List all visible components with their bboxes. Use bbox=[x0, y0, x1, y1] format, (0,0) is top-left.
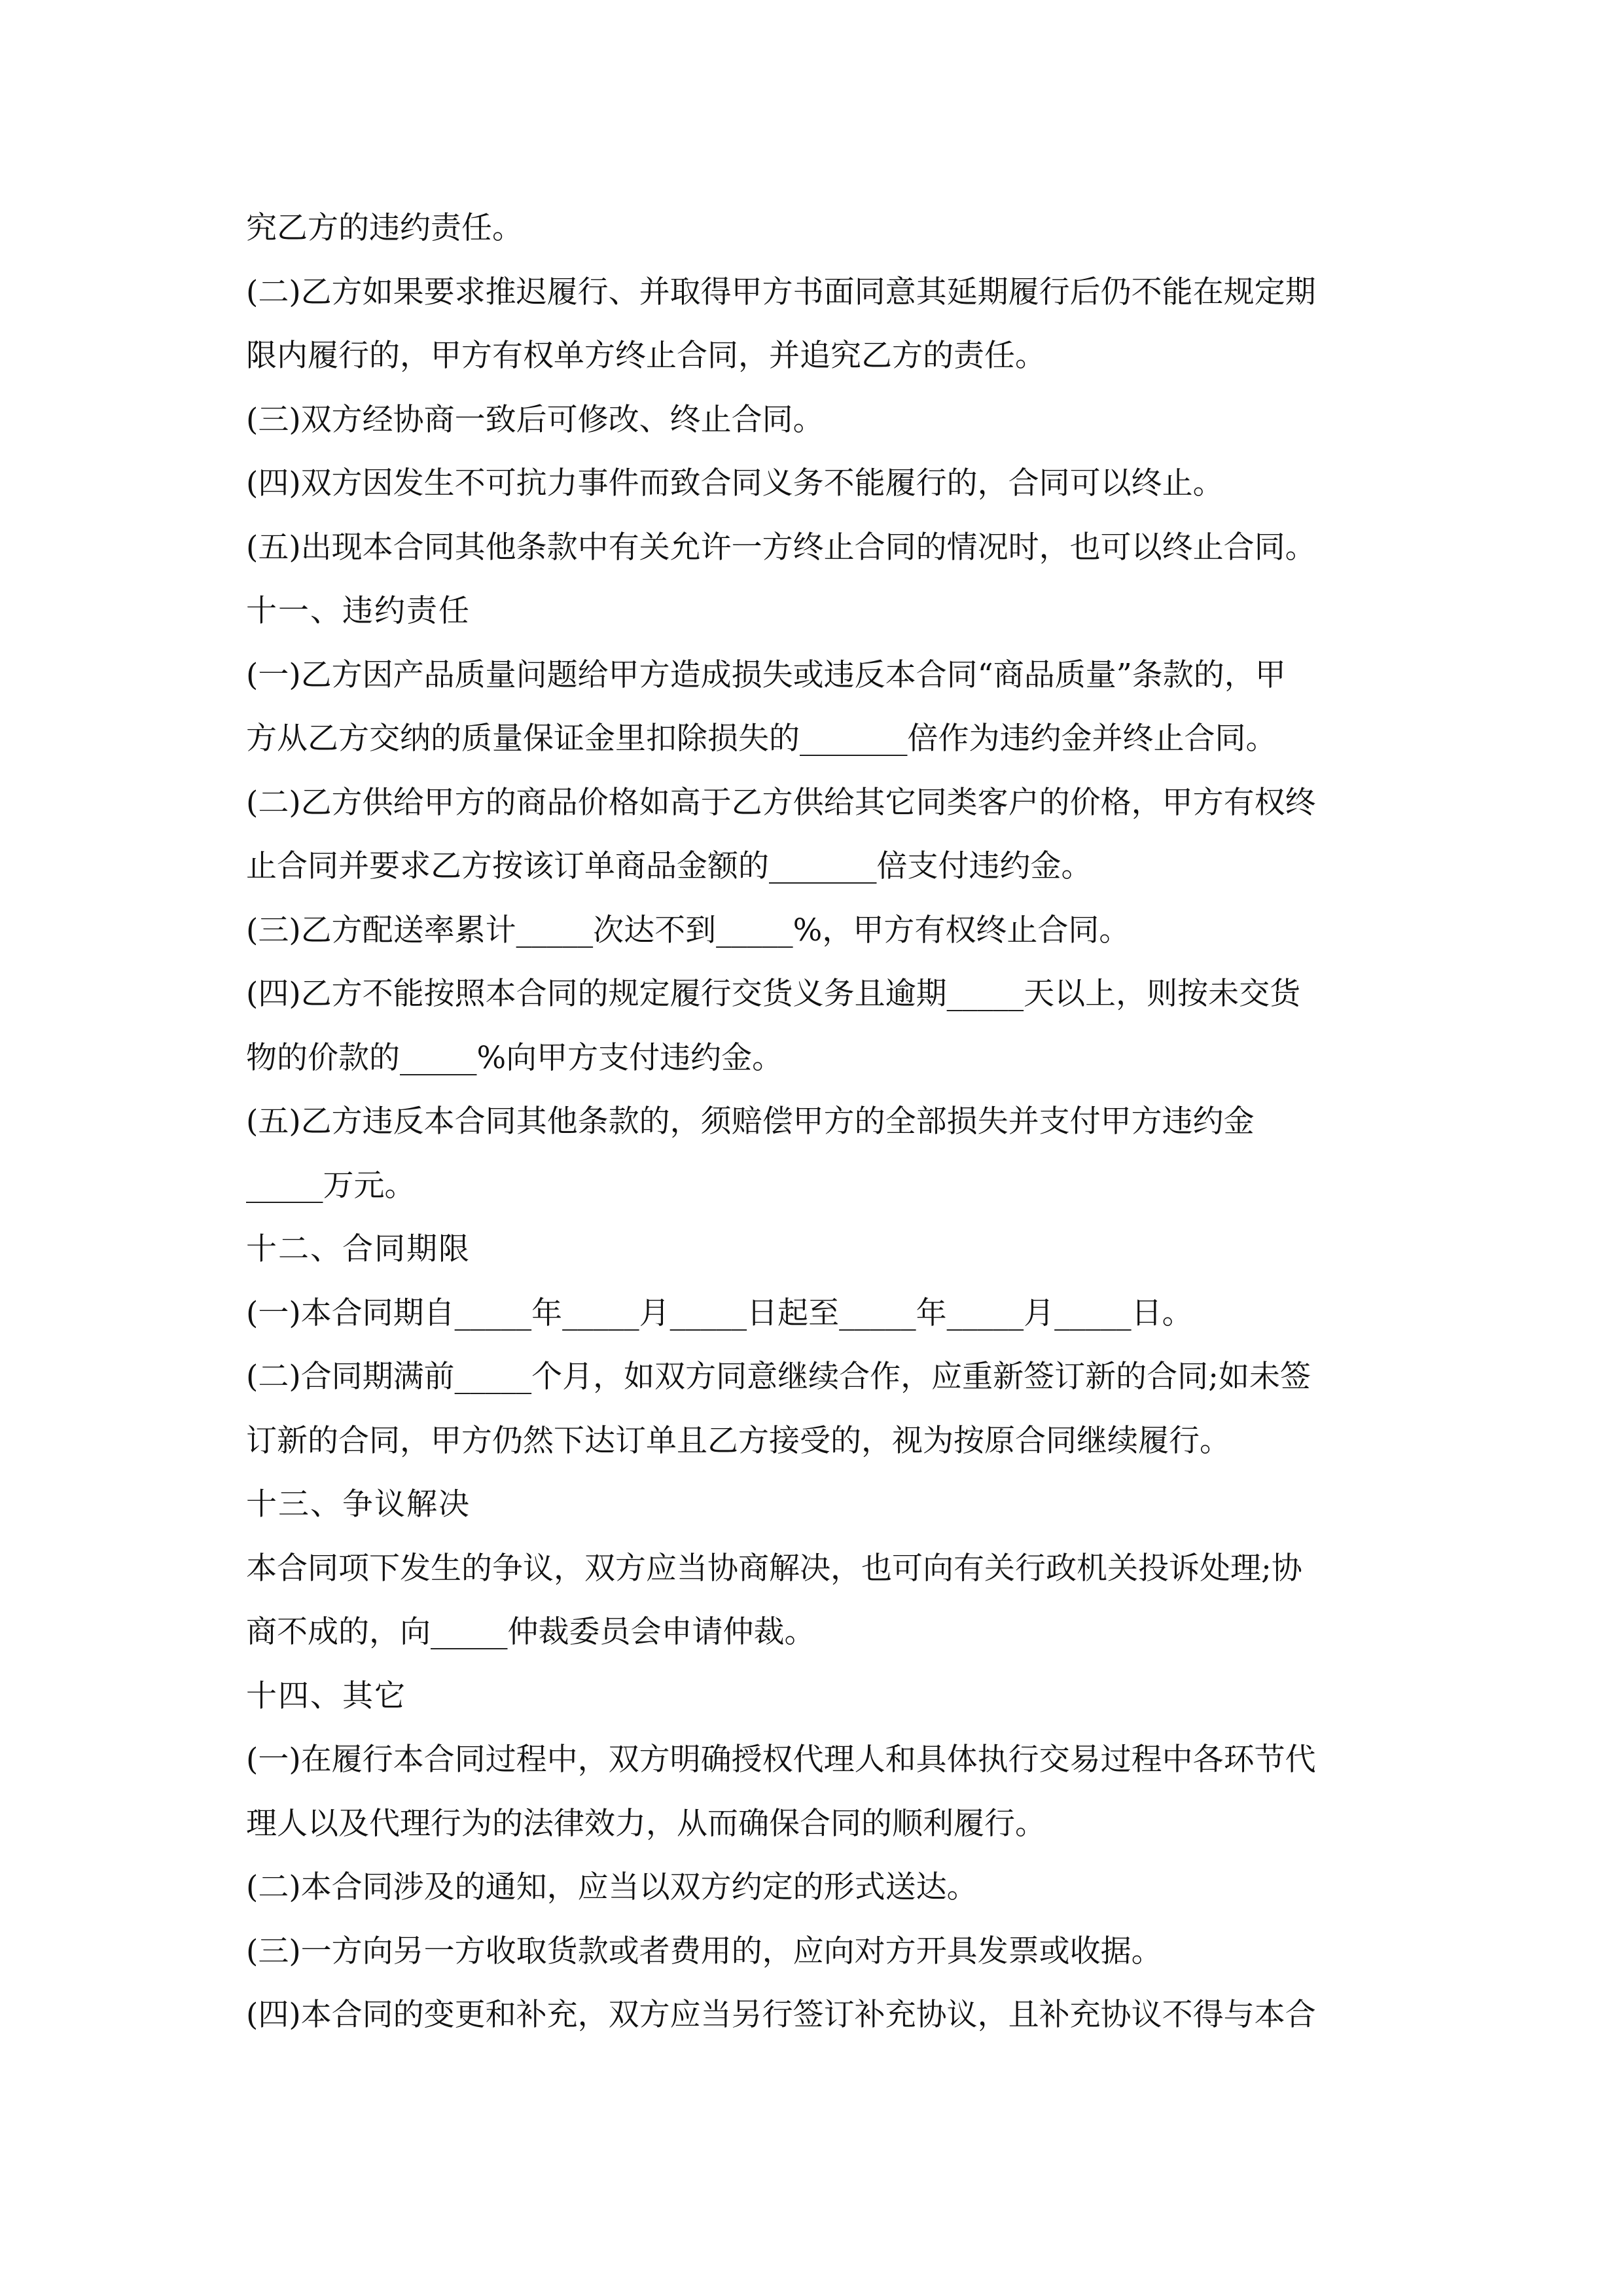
text-line: (二)乙方供给甲方的商品价格如高于乙方供给其它同类客户的价格，甲方有权终 bbox=[246, 784, 1316, 821]
text-line: (三)乙方配送率累计_____次达不到_____%，甲方有权终止合同。 bbox=[246, 912, 1130, 948]
section-heading: 十四、其它 bbox=[246, 1677, 406, 1714]
text-line: (四)乙方不能按照本合同的规定履行交货义务且逾期_____天以上，则按未交货 bbox=[246, 976, 1301, 1012]
text-line: (一)乙方因产品质量问题给甲方造成损失或违反本合同“商品质量”条款的，甲 bbox=[246, 656, 1286, 693]
text-line: (一)本合同期自_____年_____月_____日起至_____年_____月_____日。 bbox=[246, 1295, 1193, 1331]
text-line: 本合同项下发生的争议，双方应当协商解决，也可向有关行政机关投诉处理;协 bbox=[246, 1550, 1302, 1587]
text-line: (二)乙方如果要求推迟履行、并取得甲方书面同意其延期履行后仍不能在规定期 bbox=[246, 274, 1316, 310]
section-heading: 十一、违约责任 bbox=[246, 593, 471, 629]
section-heading: 十三、争议解决 bbox=[246, 1486, 471, 1522]
text-line: (四)本合同的变更和补充，双方应当另行签订补充协议，且补充协议不得与本合 bbox=[246, 1997, 1316, 2033]
text-line: (一)在履行本合同过程中，双方明确授权代理人和具体执行交易过程中各环节代 bbox=[246, 1742, 1316, 1778]
text-line: 究乙方的违约责任。 bbox=[246, 210, 523, 246]
text-line: (二)合同期满前_____个月，如双方同意继续合作，应重新签订新的合同;如未签 bbox=[246, 1359, 1311, 1395]
text-line: 限内履行的，甲方有权单方终止合同，并追究乙方的责任。 bbox=[246, 338, 1046, 374]
text-line: 方从乙方交纳的质量保证金里扣除损失的_______倍作为违约金并终止合同。 bbox=[246, 721, 1277, 757]
text-line: 物的价款的_____%向甲方支付违约金。 bbox=[246, 1039, 783, 1076]
text-line: 订新的合同，甲方仍然下达订单且乙方接受的，视为按原合同继续履行。 bbox=[246, 1422, 1230, 1459]
text-line: (三)一方向另一方收取货款或者费用的，应向对方开具发票或收据。 bbox=[246, 1933, 1162, 1969]
text-line: (五)出现本合同其他条款中有关允许一方终止合同的情况时，也可以终止合同。 bbox=[246, 529, 1316, 565]
text-line: 理人以及代理行为的法律效力，从而确保合同的顺利履行。 bbox=[246, 1805, 1046, 1842]
text-line: _____万元。 bbox=[246, 1167, 416, 1204]
document-body bbox=[246, 196, 1385, 2047]
section-heading: 十二、合同期限 bbox=[246, 1231, 471, 1267]
text-line: (四)双方因发生不可抗力事件而致合同义务不能履行的，合同可以终止。 bbox=[246, 465, 1224, 501]
text-line: (五)乙方违反本合同其他条款的，须赔偿甲方的全部损失并支付甲方违约金 bbox=[246, 1103, 1255, 1139]
text-line: (三)双方经协商一致后可修改、终止合同。 bbox=[246, 401, 824, 438]
text-line: 商不成的，向_____仲裁委员会申请仲裁。 bbox=[246, 1614, 815, 1650]
text-line: (二)本合同涉及的通知，应当以双方约定的形式送达。 bbox=[246, 1869, 978, 1905]
text-line: 止合同并要求乙方按该订单商品金额的_______倍支付违约金。 bbox=[246, 848, 1092, 884]
